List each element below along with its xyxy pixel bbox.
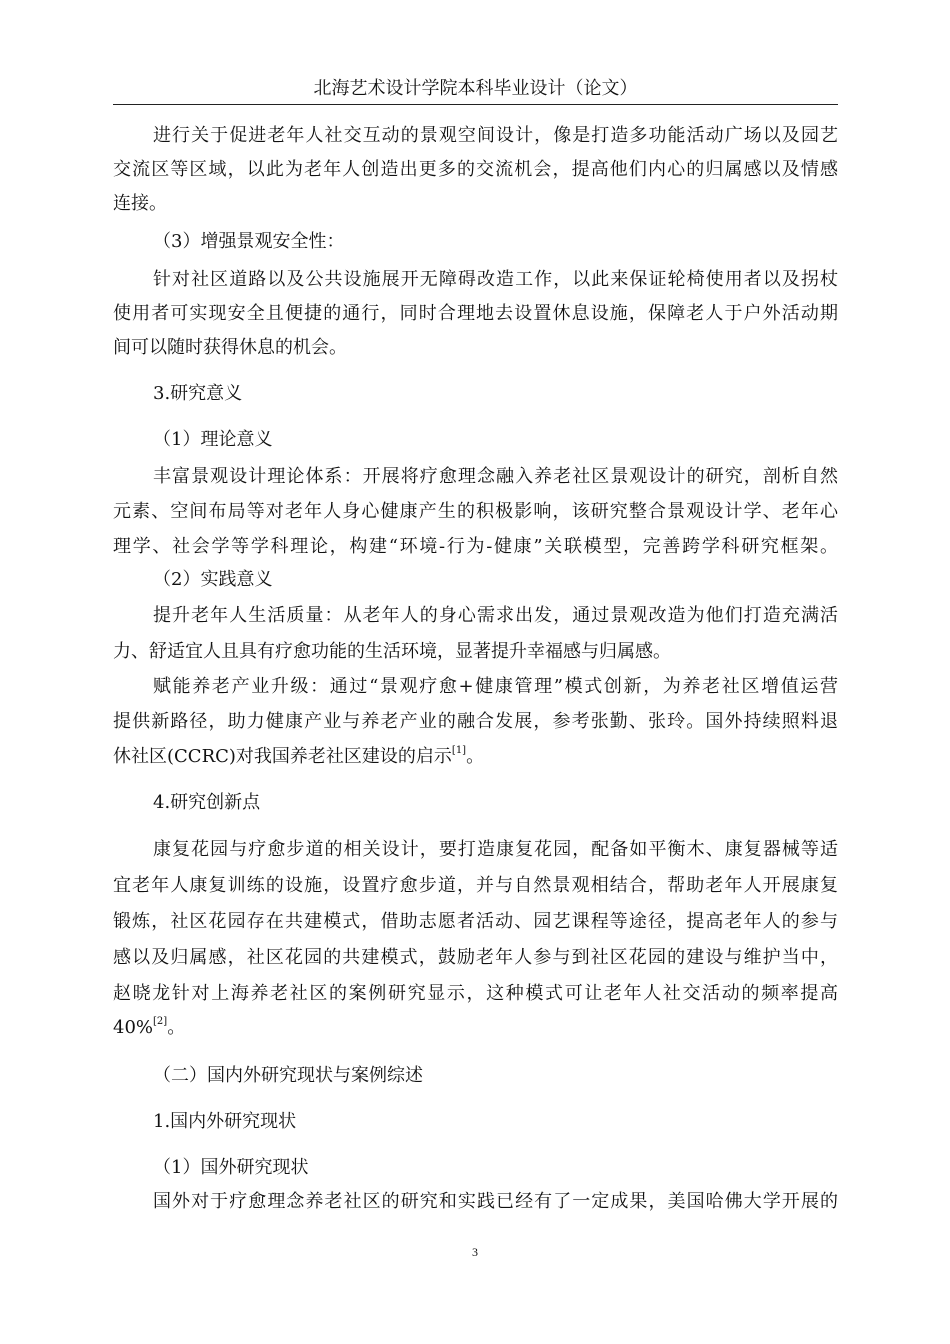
body-line: 进行关于促进老年人社交互动的景观空间设计，像是打造多功能活动广场以及园艺 — [153, 125, 838, 146]
body-text: 休社区(CCRC)对我国养老社区建设的启示 — [113, 746, 452, 767]
chapter-heading: （二）国内外研究现状与案例综述 — [153, 1065, 423, 1086]
body-line: 理学、社会学等学科理论，构建“环境-行为-健康”关联模型，完善跨学科研究框架。 — [113, 536, 838, 557]
body-line: 康复花园与疗愈步道的相关设计，要打造康复花园，配备如平衡木、康复器械等适 — [153, 839, 838, 860]
body-line: 感以及归属感，社区花园的共建模式，鼓励老年人参与到社区花园的建设与维护当中， — [113, 947, 838, 968]
header-rule — [113, 104, 838, 105]
subsection-heading: （2）实践意义 — [153, 569, 273, 590]
body-line: 赋能养老产业升级：通过“景观疗愈+健康管理”模式创新，为养老社区增值运营 — [153, 676, 838, 697]
body-line — [113, 1010, 838, 1046]
body-line: 使用者可实现安全且便捷的通行，同时合理地去设置休息设施，保障老人于户外活动期 — [113, 303, 838, 324]
body-text: 。 — [466, 746, 485, 767]
subsection-heading: （1）理论意义 — [153, 429, 273, 450]
body-line: 元素、空间布局等对老年人身心健康产生的积极影响，该研究整合景观设计学、老年心 — [113, 501, 838, 522]
page-number: 3 — [472, 1245, 478, 1259]
body-line: 力、舒适宜人且具有疗愈功能的生活环境，显著提升幸福感与归属感。 — [113, 641, 671, 662]
body-line: 交流区等区域，以此为老年人创造出更多的交流机会，提高他们内心的归属感以及情感 — [113, 159, 838, 180]
body-line: 连接。 — [113, 193, 167, 214]
body-line: 国外对于疗愈理念养老社区的研究和实践已经有了一定成果，美国哈佛大学开展的 — [153, 1191, 838, 1212]
body-line: 赵晓龙针对上海养老社区的案例研究显示，这种模式可让老年人社交活动的频率提高 — [113, 983, 838, 1004]
section-heading: 3.研究意义 — [153, 383, 243, 404]
body-text: 40% — [113, 1017, 154, 1038]
body-line — [113, 739, 838, 775]
citation-marker: [1] — [451, 745, 467, 756]
citation-marker: [2] — [153, 1016, 168, 1027]
body-line: 提升老年人生活质量：从老年人的身心需求出发，通过景观改造为他们打造充满活 — [153, 605, 838, 626]
body-line: 宜老年人康复训练的设施，设置疗愈步道，并与自然景观相结合，帮助老年人开展康复 — [113, 875, 838, 896]
body-line: 针对社区道路以及公共设施展开无障碍改造工作，以此来保证轮椅使用者以及拐杖 — [153, 269, 838, 290]
body-line: 丰富景观设计理论体系：开展将疗愈理念融入养老社区景观设计的研究，剖析自然 — [153, 466, 838, 487]
section-heading: 4.研究创新点 — [153, 792, 261, 813]
list-heading: （3）增强景观安全性： — [153, 231, 345, 252]
running-header: 北海艺术设计学院本科毕业设计（论文） — [313, 78, 638, 99]
subsection-heading: （1）国外研究现状 — [153, 1157, 309, 1178]
body-line: 提供新路径，助力健康产业与养老产业的融合发展，参考张勤、张玲。国外持续照料退 — [113, 711, 838, 732]
body-line: 间可以随时获得休息的机会。 — [113, 337, 347, 358]
body-line: 锻炼，社区花园存在共建模式，借助志愿者活动、园艺课程等途径，提高老年人的参与 — [113, 911, 838, 932]
body-text: 。 — [167, 1017, 186, 1038]
section-heading: 1.国内外研究现状 — [153, 1111, 297, 1132]
